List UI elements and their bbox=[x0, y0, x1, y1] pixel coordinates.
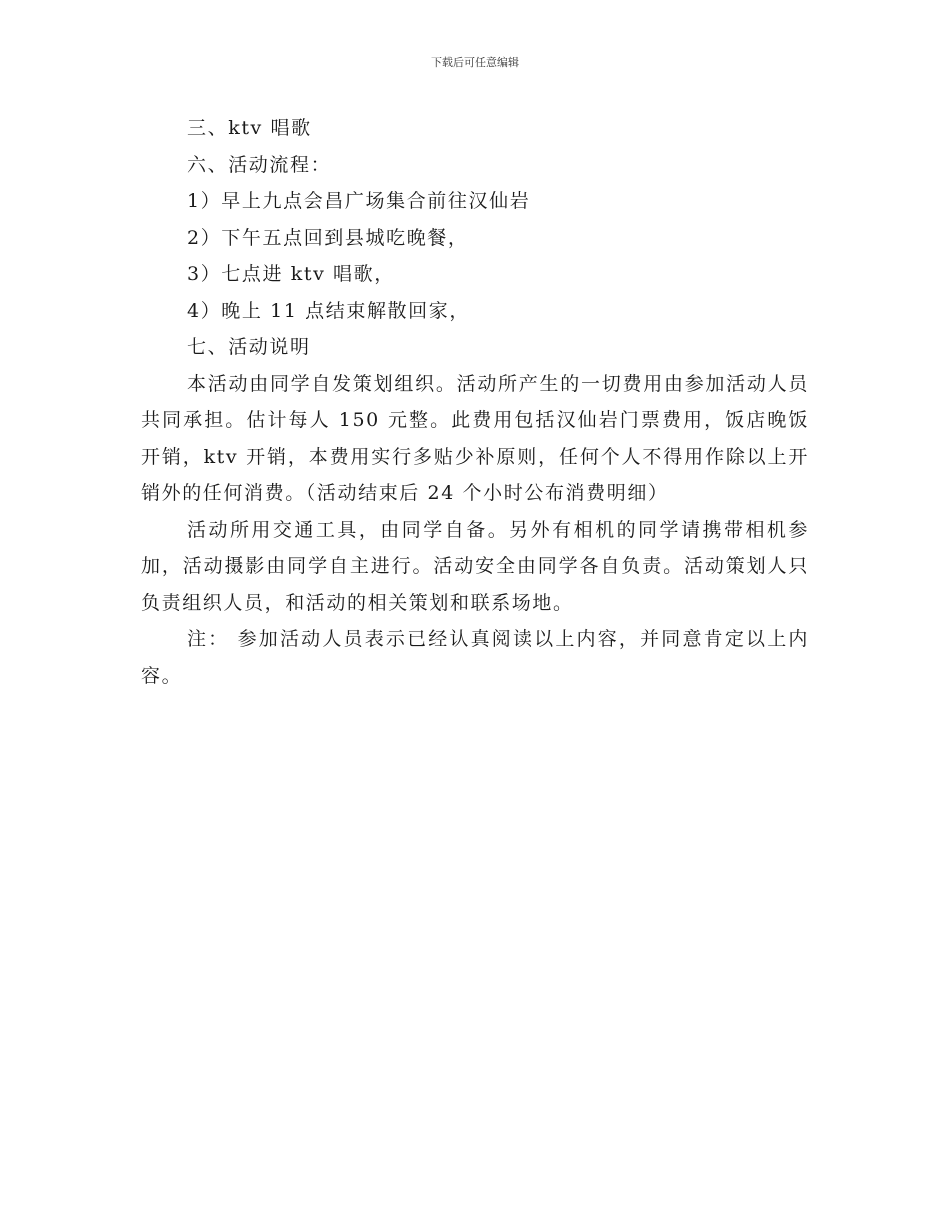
page-header-text: 下载后可任意编辑 bbox=[431, 56, 519, 69]
section-heading-activity-notes: 七、活动说明 bbox=[187, 336, 311, 358]
section-heading-activity-flow: 六、活动流程： bbox=[187, 153, 332, 176]
paragraph-note: 注： 参加活动人员表示已经认真阅读以上内容，并同意肯定以上内容。 bbox=[141, 628, 809, 687]
flow-step-3: 3）七点进 ktv 唱歌， bbox=[187, 263, 395, 285]
flow-step-4: 4）晚上 11 点结束解散回家， bbox=[187, 299, 470, 322]
paragraph-cost: 本活动由同学自发策划组织。活动所产生的一切费用由参加活动人员共同承担。估计每人 150 元整。此费用包括汉仙岩门票费用，饭店晚饭开销，ktv 开销，本费用实行多贴少补原则，任何个人不得用作除以上开销外的任何消费。（活动结束后 24 个小时公布消费明细） bbox=[141, 372, 809, 504]
document-body bbox=[141, 110, 809, 694]
paragraph-transport: 活动所用交通工具，由同学自备。另外有相机的同学请携带相机参加，活动摄影由同学自主进行。活动安全由同学各自负责。活动策划人只负责组织人员，和活动的相关策划和联系场地。 bbox=[141, 518, 809, 614]
flow-step-1: 1）早上九点会昌广场集合前往汉仙岩 bbox=[187, 190, 531, 212]
section-heading-ktv: 三、ktv 唱歌 bbox=[187, 117, 312, 139]
flow-step-2: 2）下午五点回到县城吃晚餐， bbox=[187, 226, 469, 249]
